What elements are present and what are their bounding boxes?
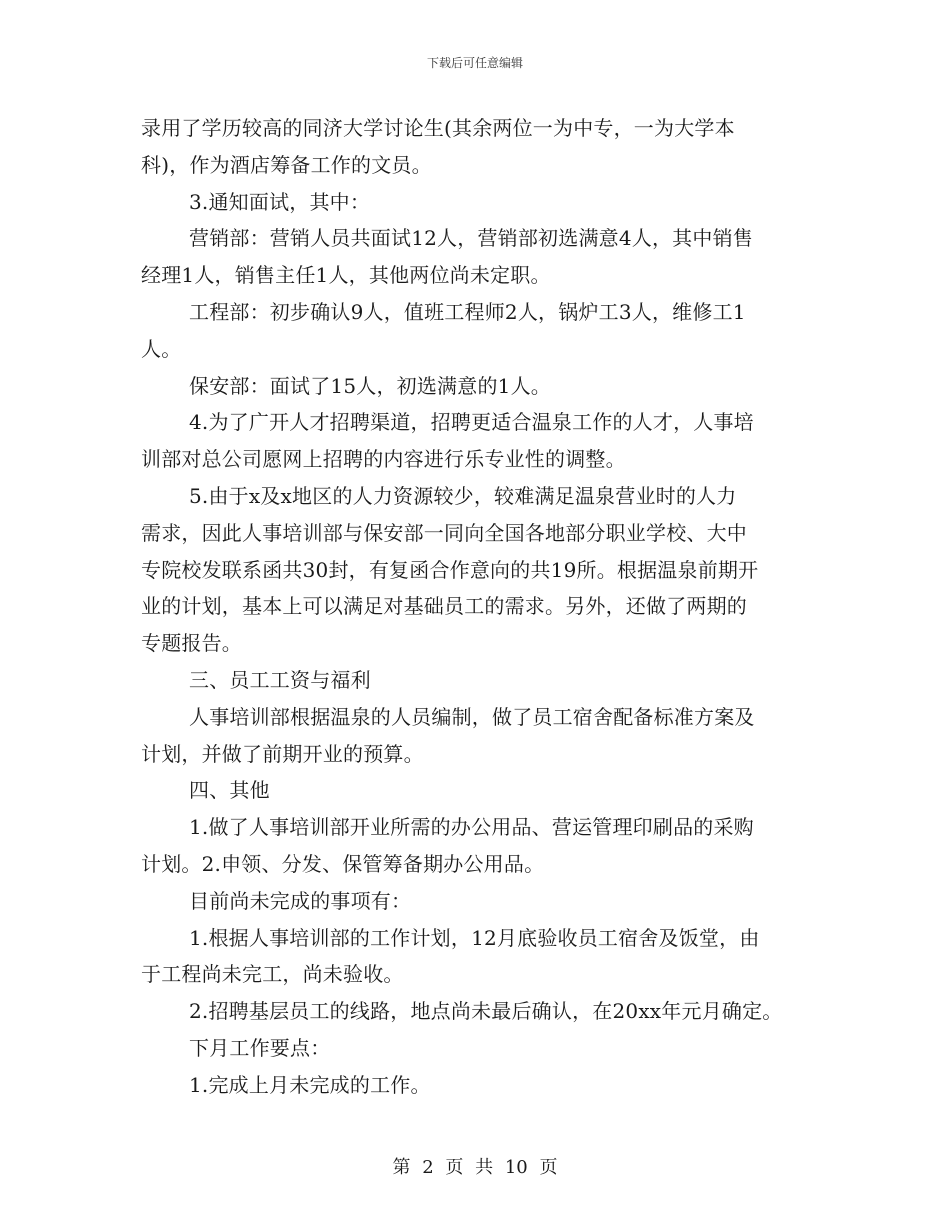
text-line: 1.做了人事培训部开业所需的办公用品、营运管理印刷品的采购 [189,815,754,840]
text-line: 需求，因此人事培训部与保安部一同向全国各地部分职业学校、大中 [141,520,747,545]
text-line: 保安部：面试了15人，初选满意的1人。 [189,373,551,398]
page-footer: 第 2 页 共 10 页 [392,1157,558,1178]
text-line: 3.通知面试，其中： [189,189,371,214]
text-line: 目前尚未完成的事项有： [189,888,412,913]
text-line: 人事培训部根据温泉的人员编制，做了员工宿舍配备标准方案及 [189,704,755,729]
text-line: 1.根据人事培训部的工作计划，12月底验收员工宿舍及饭堂，由 [189,925,760,950]
text-line: 计划，并做了前期开业的预算。 [141,741,424,766]
text-line: 三、员工工资与福利 [189,667,371,692]
text-line: 5.由于x及x地区的人力资源较少，较难满足温泉营业时的人力 [189,483,737,508]
text-line: 专院校发联系函共30封，有复函合作意向的共19所。根据温泉前期开 [141,557,759,582]
text-line: 专题报告。 [141,631,242,656]
text-line: 四、其他 [189,778,270,803]
text-line: 人。 [141,336,182,361]
text-line: 于工程尚未完工，尚未验收。 [141,962,404,987]
text-line: 4.为了广开人才招聘渠道，招聘更适合温泉工作的人才，人事培 [189,410,754,435]
text-line: 工程部：初步确认9人，值班工程师2人，锅炉工3人，维修工1 [189,299,746,324]
page-header: 下载后可任意编辑 [426,56,523,70]
text-line: 计划。2.申领、分发、保管筹备期办公用品。 [141,851,545,876]
text-line: 业的计划，基本上可以满足对基础员工的需求。另外，还做了两期的 [141,594,747,619]
text-line: 经理1人，销售主任1人，其他两位尚未定职。 [141,263,551,288]
text-line: 录用了学历较高的同济大学讨论生(其余两位一为中专，一为大学本 [141,116,735,140]
text-line: 1.完成上月未完成的工作。 [189,1072,431,1097]
text-line: 下月工作要点： [189,1035,331,1060]
text-line: 2.招聘基层员工的线路，地点尚未最后确认，在20xx年元月确定。 [189,999,783,1024]
document-body [141,110,821,1104]
text-line: 营销部：营销人员共面试12人，营销部初选满意4人，其中销售 [189,226,753,251]
text-line: 训部对总公司愿网上招聘的内容进行乐专业性的调整。 [141,447,626,472]
text-line: 科)，作为酒店筹备工作的文员。 [141,152,432,177]
